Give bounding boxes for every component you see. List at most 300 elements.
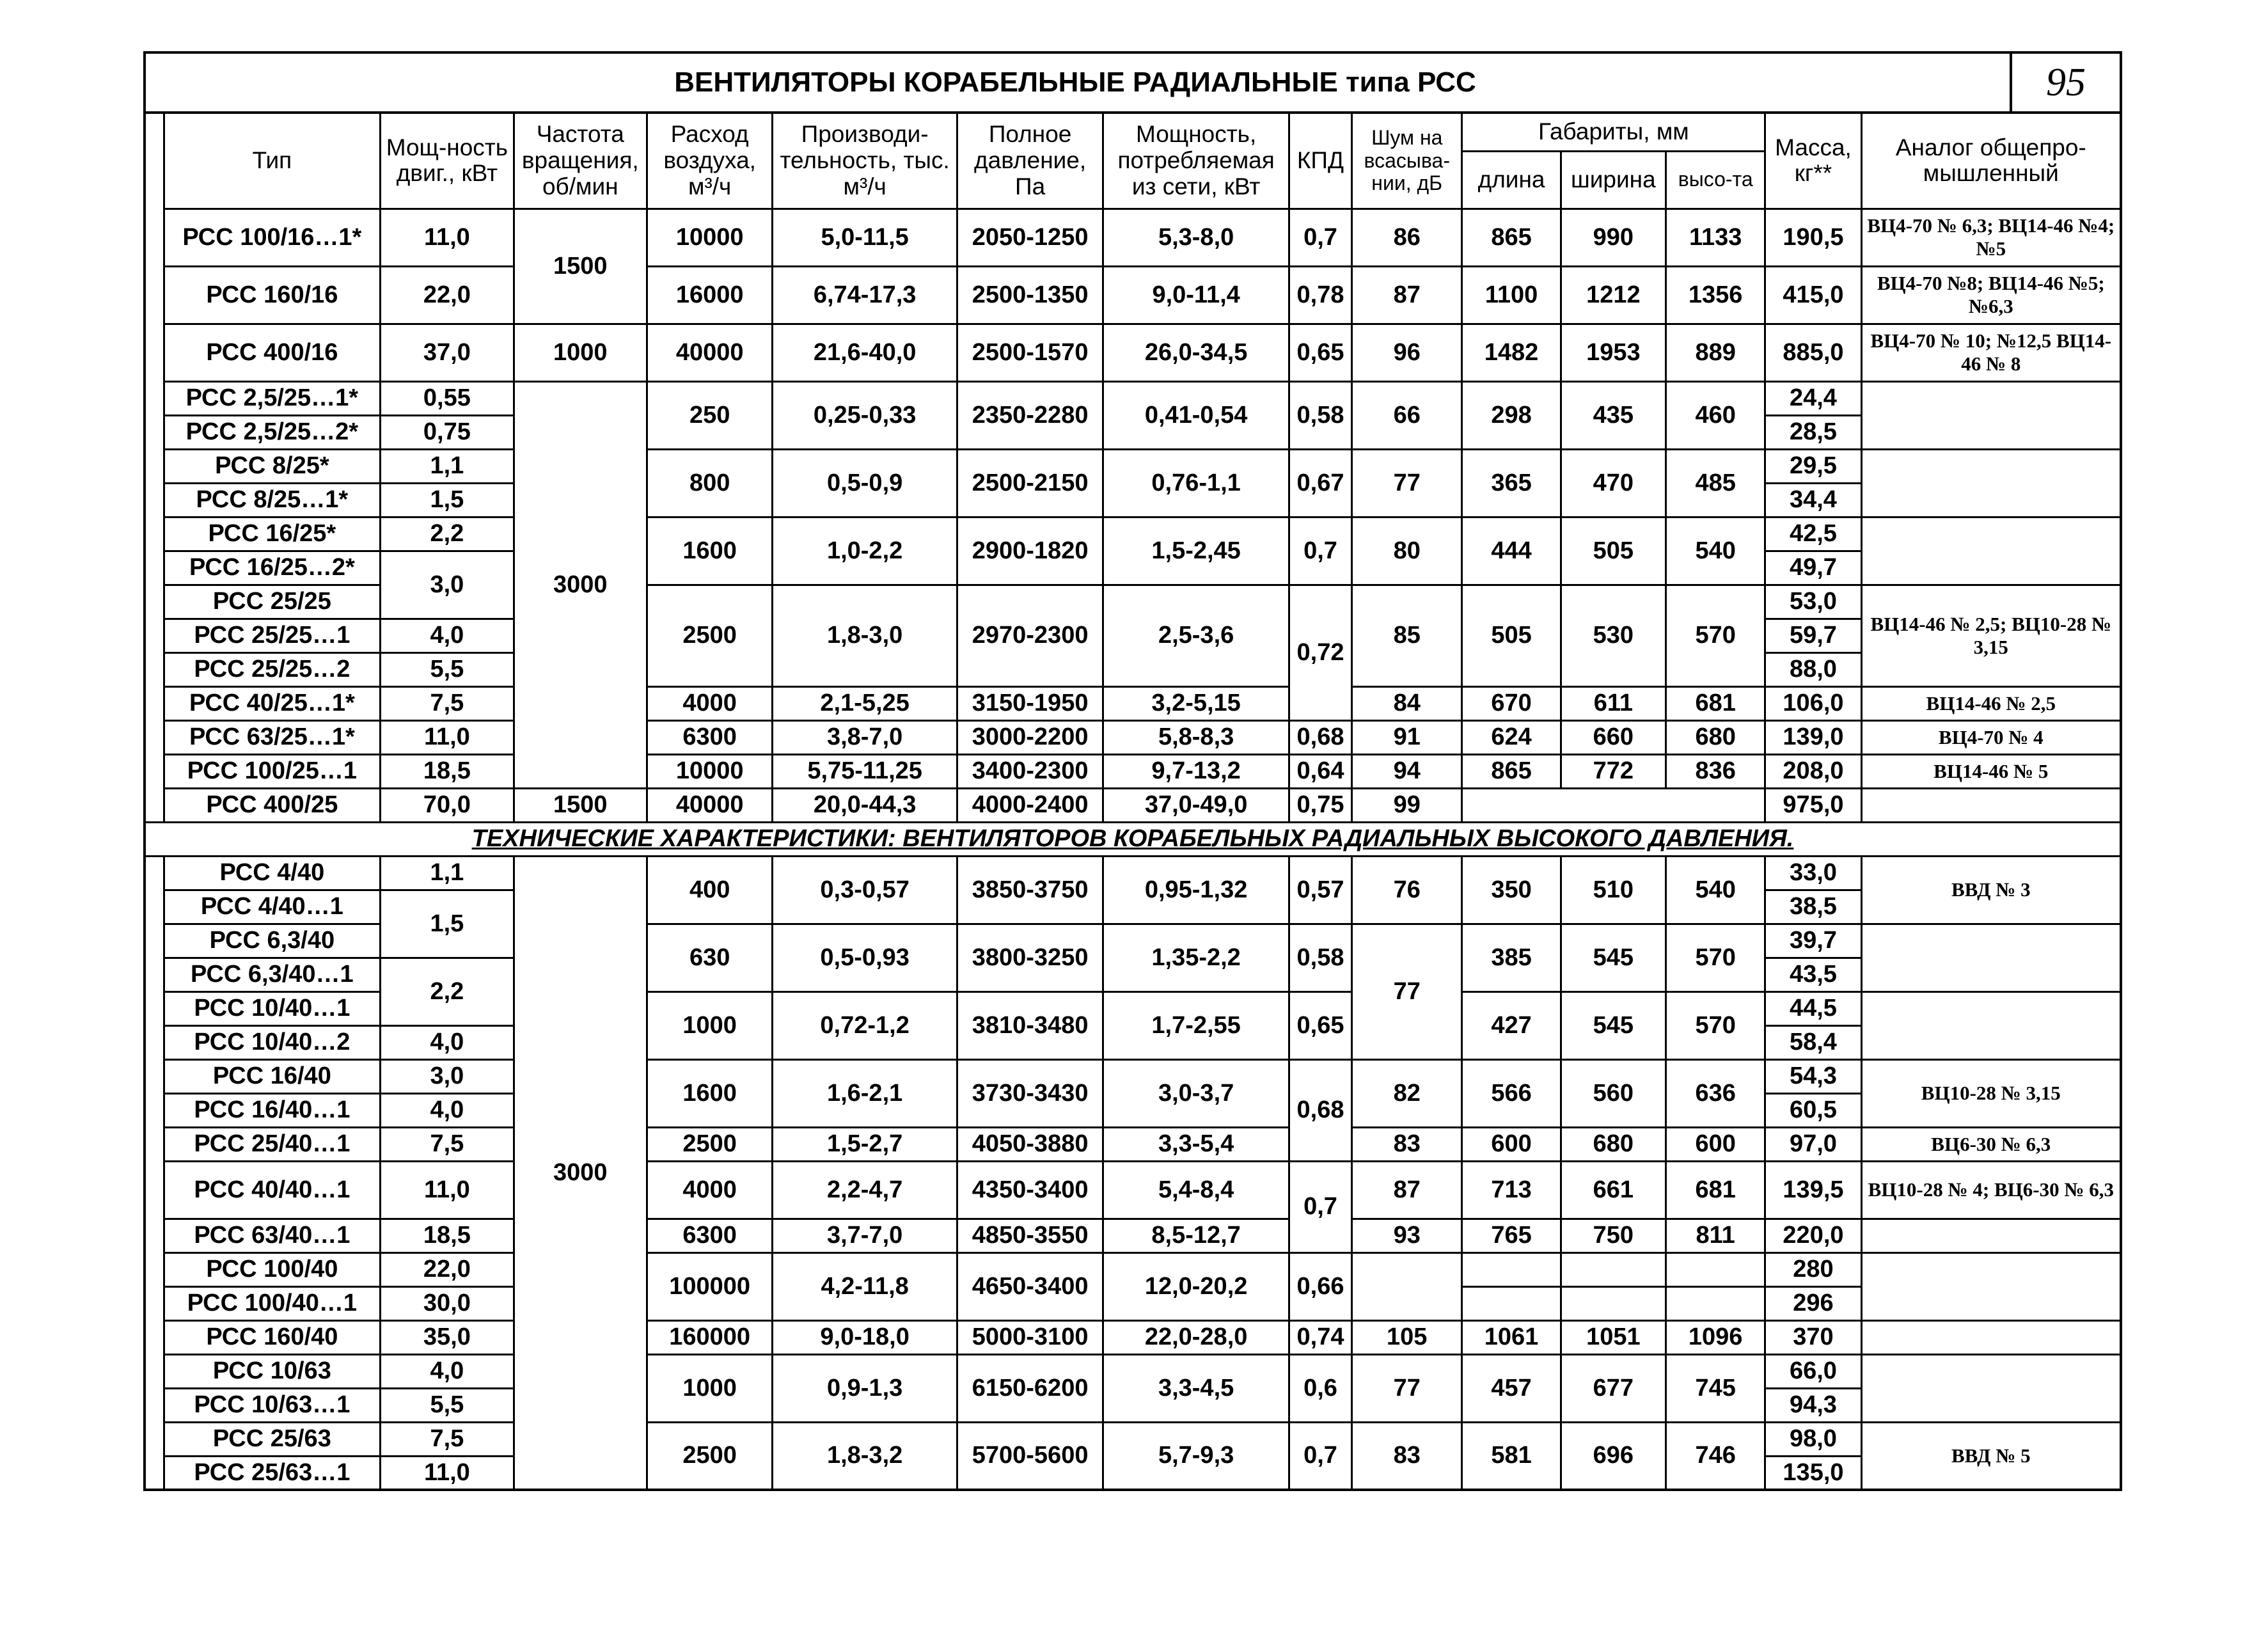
cell-length: 566 bbox=[1462, 1059, 1561, 1127]
cell-flow: 10000 bbox=[647, 754, 772, 788]
cell-flow: 6300 bbox=[647, 720, 772, 754]
cell-analog: ВЦ10-28 № 4; ВЦ6-30 № 6,3 bbox=[1861, 1161, 2121, 1219]
cell-type: РСС 25/63…1 bbox=[164, 1456, 381, 1490]
table-row bbox=[145, 1422, 2121, 1456]
cell-type: РСС 40/25…1* bbox=[164, 686, 381, 720]
cell-consumption: 3,2-5,15 bbox=[1103, 686, 1289, 720]
cell-pressure: 6150-6200 bbox=[957, 1354, 1103, 1422]
cell-capacity: 5,0-11,5 bbox=[773, 209, 957, 266]
cell-noise: 66 bbox=[1352, 381, 1462, 449]
cell-type: РСС 6,3/40 bbox=[164, 924, 381, 958]
cell-consumption: 5,8-8,3 bbox=[1103, 720, 1289, 754]
cell-efficiency: 0,7 bbox=[1289, 209, 1351, 266]
cell-length: 581 bbox=[1462, 1422, 1561, 1490]
header-width: ширина bbox=[1561, 151, 1666, 209]
cell-height: 460 bbox=[1666, 381, 1765, 449]
cell-power: 4,0 bbox=[381, 1093, 514, 1127]
cell-analog bbox=[1861, 788, 2121, 822]
cell-width bbox=[1561, 1252, 1666, 1286]
cell-type: РСС 10/40…1 bbox=[164, 991, 381, 1025]
table-row bbox=[145, 754, 2121, 788]
cell-consumption: 12,0-20,2 bbox=[1103, 1252, 1289, 1320]
cell-consumption: 2,5-3,6 bbox=[1103, 585, 1289, 686]
cell-noise: 83 bbox=[1352, 1127, 1462, 1161]
cell-pressure: 3000-2200 bbox=[957, 720, 1103, 754]
cell-power: 1,1 bbox=[381, 856, 514, 890]
cell-height: 1356 bbox=[1666, 266, 1765, 324]
cell-height: 570 bbox=[1666, 585, 1765, 686]
cell-type: РСС 6,3/40…1 bbox=[164, 958, 381, 991]
cell-pressure: 4650-3400 bbox=[957, 1252, 1103, 1320]
cell-efficiency: 0,58 bbox=[1289, 381, 1351, 449]
cell-type: РСС 16/40 bbox=[164, 1059, 381, 1093]
cell-mass: 49,7 bbox=[1765, 551, 1861, 585]
cell-flow: 250 bbox=[647, 381, 772, 449]
cell-type: РСС 2,5/25…2* bbox=[164, 415, 381, 449]
cell-flow: 800 bbox=[647, 449, 772, 517]
cell-type: РСС 16/40…1 bbox=[164, 1093, 381, 1127]
cell-type: РСС 16/25…2* bbox=[164, 551, 381, 585]
cell-analog: ВЦ4-70 № 6,3; ВЦ14-46 №4; №5 bbox=[1861, 209, 2121, 266]
cell-mass: 38,5 bbox=[1765, 890, 1861, 924]
cell-height: 836 bbox=[1666, 754, 1765, 788]
header-type: Тип bbox=[164, 113, 381, 209]
cell-capacity: 1,8-3,2 bbox=[773, 1422, 957, 1490]
cell-mass: 44,5 bbox=[1765, 991, 1861, 1025]
cell-mass: 370 bbox=[1765, 1320, 1861, 1354]
cell-flow: 100000 bbox=[647, 1252, 772, 1320]
cell-height: 570 bbox=[1666, 924, 1765, 991]
cell-mass: 106,0 bbox=[1765, 686, 1861, 720]
cell-length: 713 bbox=[1462, 1161, 1561, 1219]
cell-pressure: 4850-3550 bbox=[957, 1219, 1103, 1252]
cell-mass: 280 bbox=[1765, 1252, 1861, 1286]
cell-type: РСС 100/40…1 bbox=[164, 1286, 381, 1320]
cell-type: РСС 100/40 bbox=[164, 1252, 381, 1286]
cell-pressure: 2050-1250 bbox=[957, 209, 1103, 266]
cell-width: 1051 bbox=[1561, 1320, 1666, 1354]
table-row bbox=[145, 449, 2121, 483]
cell-pressure: 2500-1570 bbox=[957, 324, 1103, 381]
cell-length: 457 bbox=[1462, 1354, 1561, 1422]
table-row bbox=[145, 266, 2121, 324]
cell-capacity: 6,74-17,3 bbox=[773, 266, 957, 324]
cell-type: РСС 8/25* bbox=[164, 449, 381, 483]
cell-mass: 66,0 bbox=[1765, 1354, 1861, 1388]
cell-pressure: 5700-5600 bbox=[957, 1422, 1103, 1490]
cell-type: РСС 63/25…1* bbox=[164, 720, 381, 754]
cell-consumption: 3,3-4,5 bbox=[1103, 1354, 1289, 1422]
cell-flow: 1000 bbox=[647, 991, 772, 1059]
cell-consumption: 5,7-9,3 bbox=[1103, 1422, 1289, 1490]
cell-power: 22,0 bbox=[381, 266, 514, 324]
cell-capacity: 0,3-0,57 bbox=[773, 856, 957, 924]
cell-type: РСС 16/25* bbox=[164, 517, 381, 551]
cell-efficiency: 0,64 bbox=[1289, 754, 1351, 788]
table-row bbox=[145, 1252, 2121, 1286]
cell-analog bbox=[1861, 1354, 2121, 1422]
cell-height: 681 bbox=[1666, 1161, 1765, 1219]
cell-type: РСС 160/16 bbox=[164, 266, 381, 324]
cell-mass: 34,4 bbox=[1765, 483, 1861, 517]
cell-efficiency: 0,66 bbox=[1289, 1252, 1351, 1320]
cell-pressure: 2970-2300 bbox=[957, 585, 1103, 686]
fan-spec-table bbox=[143, 111, 2122, 1491]
cell-length: 385 bbox=[1462, 924, 1561, 991]
cell-analog: ВВД № 5 bbox=[1861, 1422, 2121, 1490]
cell-power: 0,55 bbox=[381, 381, 514, 415]
cell-mass: 296 bbox=[1765, 1286, 1861, 1320]
cell-efficiency: 0,6 bbox=[1289, 1354, 1351, 1422]
cell-capacity: 5,75-11,25 bbox=[773, 754, 957, 788]
cell-type: РСС 40/40…1 bbox=[164, 1161, 381, 1219]
cell-width: 560 bbox=[1561, 1059, 1666, 1127]
stub-cell bbox=[145, 209, 164, 822]
cell-noise bbox=[1352, 1252, 1462, 1320]
cell-length: 865 bbox=[1462, 209, 1561, 266]
cell-width: 505 bbox=[1561, 517, 1666, 585]
cell-efficiency: 0,68 bbox=[1289, 1059, 1351, 1161]
cell-height: 636 bbox=[1666, 1059, 1765, 1127]
table-row bbox=[145, 209, 2121, 266]
cell-mass: 208,0 bbox=[1765, 754, 1861, 788]
cell-capacity: 1,8-3,0 bbox=[773, 585, 957, 686]
header-consumption: Мощность, потребляемая из сети, кВт bbox=[1103, 113, 1289, 209]
cell-pressure: 4050-3880 bbox=[957, 1127, 1103, 1161]
cell-power: 37,0 bbox=[381, 324, 514, 381]
cell-height: 540 bbox=[1666, 517, 1765, 585]
cell-mass: 42,5 bbox=[1765, 517, 1861, 551]
cell-mass: 415,0 bbox=[1765, 266, 1861, 324]
cell-width: 661 bbox=[1561, 1161, 1666, 1219]
header-height: высо-та bbox=[1666, 151, 1765, 209]
cell-efficiency: 0,67 bbox=[1289, 449, 1351, 517]
cell-consumption: 8,5-12,7 bbox=[1103, 1219, 1289, 1252]
title-bar bbox=[143, 51, 2122, 111]
cell-pressure: 3810-3480 bbox=[957, 991, 1103, 1059]
cell-type: РСС 10/63 bbox=[164, 1354, 381, 1388]
cell-noise: 91 bbox=[1352, 720, 1462, 754]
cell-power: 2,2 bbox=[381, 958, 514, 1025]
cell-noise: 84 bbox=[1352, 686, 1462, 720]
cell-flow: 2500 bbox=[647, 585, 772, 686]
cell-length bbox=[1462, 1252, 1561, 1286]
cell-power: 22,0 bbox=[381, 1252, 514, 1286]
cell-efficiency: 0,7 bbox=[1289, 517, 1351, 585]
cell-analog: ВЦ6-30 № 6,3 bbox=[1861, 1127, 2121, 1161]
cell-analog: ВЦ4-70 № 10; №12,5 ВЦ14-46 № 8 bbox=[1861, 324, 2121, 381]
cell-consumption: 5,4-8,4 bbox=[1103, 1161, 1289, 1219]
cell-noise: 82 bbox=[1352, 1059, 1462, 1127]
cell-type: РСС 10/40…2 bbox=[164, 1025, 381, 1059]
section-title: ТЕХНИЧЕСКИЕ ХАРАКТЕРИСТИКИ: ВЕНТИЛЯТОРОВ КОРАБЕЛЬНЫХ РАДИАЛЬНЫХ ВЫСОКОГО ДАВЛЕНИЯ. bbox=[145, 822, 2121, 856]
table-row bbox=[145, 1219, 2121, 1252]
cell-analog bbox=[1861, 381, 2121, 449]
cell-type: РСС 25/25…2 bbox=[164, 652, 381, 686]
header-flow: Расход воздуха, м³/ч bbox=[647, 113, 772, 209]
cell-analog bbox=[1861, 991, 2121, 1059]
cell-mass: 975,0 bbox=[1765, 788, 1861, 822]
cell-type: РСС 25/25…1 bbox=[164, 619, 381, 652]
cell-analog: ВЦ4-70 № 4 bbox=[1861, 720, 2121, 754]
cell-flow: 6300 bbox=[647, 1219, 772, 1252]
cell-flow: 400 bbox=[647, 856, 772, 924]
cell-rpm: 3000 bbox=[514, 856, 647, 1490]
document-sheet bbox=[143, 51, 2122, 1491]
cell-mass: 97,0 bbox=[1765, 1127, 1861, 1161]
cell-capacity: 9,0-18,0 bbox=[773, 1320, 957, 1354]
cell-height: 745 bbox=[1666, 1354, 1765, 1422]
cell-analog bbox=[1861, 1252, 2121, 1320]
cell-length: 427 bbox=[1462, 991, 1561, 1059]
cell-consumption: 1,7-2,55 bbox=[1103, 991, 1289, 1059]
cell-mass: 24,4 bbox=[1765, 381, 1861, 415]
cell-mass: 135,0 bbox=[1765, 1456, 1861, 1490]
cell-mass: 190,5 bbox=[1765, 209, 1861, 266]
cell-noise: 77 bbox=[1352, 449, 1462, 517]
cell-flow: 630 bbox=[647, 924, 772, 991]
cell-power: 4,0 bbox=[381, 1354, 514, 1388]
cell-noise: 87 bbox=[1352, 266, 1462, 324]
cell-length: 365 bbox=[1462, 449, 1561, 517]
cell-type: РСС 25/40…1 bbox=[164, 1127, 381, 1161]
cell-pressure: 3150-1950 bbox=[957, 686, 1103, 720]
cell-flow: 2500 bbox=[647, 1127, 772, 1161]
cell-length: 1061 bbox=[1462, 1320, 1561, 1354]
table-row bbox=[145, 1127, 2121, 1161]
cell-rpm: 1500 bbox=[514, 209, 647, 324]
cell-consumption: 3,3-5,4 bbox=[1103, 1127, 1289, 1161]
cell-width: 660 bbox=[1561, 720, 1666, 754]
cell-length: 600 bbox=[1462, 1127, 1561, 1161]
cell-efficiency: 0,68 bbox=[1289, 720, 1351, 754]
section-row bbox=[145, 822, 2121, 856]
cell-pressure: 5000-3100 bbox=[957, 1320, 1103, 1354]
cell-noise: 94 bbox=[1352, 754, 1462, 788]
cell-width: 470 bbox=[1561, 449, 1666, 517]
cell-width: 611 bbox=[1561, 686, 1666, 720]
cell-analog bbox=[1861, 924, 2121, 991]
cell-noise: 96 bbox=[1352, 324, 1462, 381]
cell-length: 298 bbox=[1462, 381, 1561, 449]
cell-width: 1212 bbox=[1561, 266, 1666, 324]
cell-power: 70,0 bbox=[381, 788, 514, 822]
cell-power: 0,75 bbox=[381, 415, 514, 449]
cell-power: 1,1 bbox=[381, 449, 514, 483]
cell-pressure: 4000-2400 bbox=[957, 788, 1103, 822]
cell-type: РСС 25/25 bbox=[164, 585, 381, 619]
cell-capacity: 0,5-0,9 bbox=[773, 449, 957, 517]
cell-noise: 80 bbox=[1352, 517, 1462, 585]
page-number: 95 bbox=[2010, 54, 2120, 111]
cell-consumption: 5,3-8,0 bbox=[1103, 209, 1289, 266]
cell-power: 3,0 bbox=[381, 551, 514, 619]
header-length: длина bbox=[1462, 151, 1561, 209]
cell-power: 30,0 bbox=[381, 1286, 514, 1320]
cell-type: РСС 100/16…1* bbox=[164, 209, 381, 266]
cell-capacity: 2,2-4,7 bbox=[773, 1161, 957, 1219]
cell-height: 889 bbox=[1666, 324, 1765, 381]
header-row bbox=[145, 113, 2121, 151]
cell-efficiency: 0,65 bbox=[1289, 324, 1351, 381]
cell-power: 11,0 bbox=[381, 1161, 514, 1219]
cell-analog: ВЦ10-28 № 3,15 bbox=[1861, 1059, 2121, 1127]
cell-consumption: 1,5-2,45 bbox=[1103, 517, 1289, 585]
cell-power: 7,5 bbox=[381, 1127, 514, 1161]
cell-noise: 77 bbox=[1352, 924, 1462, 1059]
cell-mass: 98,0 bbox=[1765, 1422, 1861, 1456]
cell-capacity: 0,72-1,2 bbox=[773, 991, 957, 1059]
cell-mass: 58,4 bbox=[1765, 1025, 1861, 1059]
table-row bbox=[145, 1161, 2121, 1219]
cell-analog: ВЦ4-70 №8; ВЦ14-46 №5; №6,3 bbox=[1861, 266, 2121, 324]
header-mass: Масса, кг** bbox=[1765, 113, 1861, 209]
cell-efficiency: 0,65 bbox=[1289, 991, 1351, 1059]
cell-consumption: 26,0-34,5 bbox=[1103, 324, 1289, 381]
cell-power: 4,0 bbox=[381, 619, 514, 652]
cell-flow: 1600 bbox=[647, 517, 772, 585]
cell-analog bbox=[1861, 517, 2121, 585]
cell-pressure: 2500-1350 bbox=[957, 266, 1103, 324]
page-title: ВЕНТИЛЯТОРЫ КОРАБЕЛЬНЫЕ РАДИАЛЬНЫЕ типа РСС bbox=[674, 67, 1476, 98]
cell-analog bbox=[1861, 1320, 2121, 1354]
cell-length: 505 bbox=[1462, 585, 1561, 686]
cell-type: РСС 4/40 bbox=[164, 856, 381, 890]
cell-width: 677 bbox=[1561, 1354, 1666, 1422]
cell-height: 680 bbox=[1666, 720, 1765, 754]
cell-width: 990 bbox=[1561, 209, 1666, 266]
header-pressure: Полное давление, Па bbox=[957, 113, 1103, 209]
cell-power: 7,5 bbox=[381, 1422, 514, 1456]
cell-capacity: 4,2-11,8 bbox=[773, 1252, 957, 1320]
cell-analog bbox=[1861, 1219, 2121, 1252]
cell-flow: 4000 bbox=[647, 1161, 772, 1219]
cell-height: 485 bbox=[1666, 449, 1765, 517]
cell-flow: 16000 bbox=[647, 266, 772, 324]
cell-capacity: 0,5-0,93 bbox=[773, 924, 957, 991]
cell-width: 680 bbox=[1561, 1127, 1666, 1161]
cell-capacity: 3,7-7,0 bbox=[773, 1219, 957, 1252]
table-row bbox=[145, 720, 2121, 754]
table-row bbox=[145, 856, 2121, 890]
cell-consumption: 22,0-28,0 bbox=[1103, 1320, 1289, 1354]
cell-power: 11,0 bbox=[381, 209, 514, 266]
cell-height: 746 bbox=[1666, 1422, 1765, 1490]
cell-height: 681 bbox=[1666, 686, 1765, 720]
cell-length: 444 bbox=[1462, 517, 1561, 585]
cell-mass: 139,0 bbox=[1765, 720, 1861, 754]
cell-pressure: 2900-1820 bbox=[957, 517, 1103, 585]
table-row bbox=[145, 1354, 2121, 1388]
cell-consumption: 9,7-13,2 bbox=[1103, 754, 1289, 788]
cell-width: 696 bbox=[1561, 1422, 1666, 1490]
cell-mass: 39,7 bbox=[1765, 924, 1861, 958]
cell-analog: ВЦ14-46 № 5 bbox=[1861, 754, 2121, 788]
cell-type: РСС 100/25…1 bbox=[164, 754, 381, 788]
cell-efficiency: 0,74 bbox=[1289, 1320, 1351, 1354]
cell-capacity: 1,0-2,2 bbox=[773, 517, 957, 585]
cell-noise: 85 bbox=[1352, 585, 1462, 686]
cell-mass: 43,5 bbox=[1765, 958, 1861, 991]
cell-type: РСС 160/40 bbox=[164, 1320, 381, 1354]
cell-dims-empty bbox=[1462, 788, 1765, 822]
cell-analog: ВЦ14-46 № 2,5; ВЦ10-28 № 3,15 bbox=[1861, 585, 2121, 686]
cell-power: 5,5 bbox=[381, 1388, 514, 1422]
cell-flow: 1600 bbox=[647, 1059, 772, 1127]
cell-consumption: 9,0-11,4 bbox=[1103, 266, 1289, 324]
stub-cell bbox=[145, 856, 164, 1490]
cell-type: РСС 63/40…1 bbox=[164, 1219, 381, 1252]
cell-consumption: 0,76-1,1 bbox=[1103, 449, 1289, 517]
cell-rpm: 3000 bbox=[514, 381, 647, 788]
cell-noise: 87 bbox=[1352, 1161, 1462, 1219]
header-analog: Аналог общепро-мышленный bbox=[1861, 113, 2121, 209]
cell-capacity: 2,1-5,25 bbox=[773, 686, 957, 720]
cell-flow: 1000 bbox=[647, 1354, 772, 1422]
cell-width: 510 bbox=[1561, 856, 1666, 924]
cell-width: 1953 bbox=[1561, 324, 1666, 381]
cell-width: 545 bbox=[1561, 924, 1666, 991]
cell-efficiency: 0,7 bbox=[1289, 1422, 1351, 1490]
cell-flow: 10000 bbox=[647, 209, 772, 266]
cell-type: РСС 25/63 bbox=[164, 1422, 381, 1456]
cell-pressure: 3850-3750 bbox=[957, 856, 1103, 924]
cell-efficiency: 0,57 bbox=[1289, 856, 1351, 924]
cell-power: 11,0 bbox=[381, 1456, 514, 1490]
cell-type: РСС 4/40…1 bbox=[164, 890, 381, 924]
cell-length: 765 bbox=[1462, 1219, 1561, 1252]
cell-capacity: 1,5-2,7 bbox=[773, 1127, 957, 1161]
cell-power: 7,5 bbox=[381, 686, 514, 720]
cell-efficiency: 0,58 bbox=[1289, 924, 1351, 991]
cell-length: 670 bbox=[1462, 686, 1561, 720]
table-row bbox=[145, 324, 2121, 381]
cell-type: РСС 400/16 bbox=[164, 324, 381, 381]
cell-height: 600 bbox=[1666, 1127, 1765, 1161]
cell-mass: 885,0 bbox=[1765, 324, 1861, 381]
header-dims: Габариты, мм bbox=[1462, 113, 1765, 151]
cell-flow: 160000 bbox=[647, 1320, 772, 1354]
cell-capacity: 0,9-1,3 bbox=[773, 1354, 957, 1422]
cell-height: 540 bbox=[1666, 856, 1765, 924]
cell-mass: 29,5 bbox=[1765, 449, 1861, 483]
cell-noise: 83 bbox=[1352, 1422, 1462, 1490]
cell-noise: 76 bbox=[1352, 856, 1462, 924]
cell-pressure: 2500-2150 bbox=[957, 449, 1103, 517]
table-row bbox=[145, 686, 2121, 720]
cell-length: 865 bbox=[1462, 754, 1561, 788]
cell-width: 530 bbox=[1561, 585, 1666, 686]
header-power: Мощ-ность двиг., кВт bbox=[381, 113, 514, 209]
cell-type: РСС 8/25…1* bbox=[164, 483, 381, 517]
cell-mass: 139,5 bbox=[1765, 1161, 1861, 1219]
cell-mass: 53,0 bbox=[1765, 585, 1861, 619]
stub-cell bbox=[145, 113, 164, 209]
cell-power: 4,0 bbox=[381, 1025, 514, 1059]
cell-noise: 99 bbox=[1352, 788, 1462, 822]
cell-noise: 105 bbox=[1352, 1320, 1462, 1354]
cell-consumption: 37,0-49,0 bbox=[1103, 788, 1289, 822]
cell-flow: 40000 bbox=[647, 324, 772, 381]
cell-mass: 88,0 bbox=[1765, 652, 1861, 686]
cell-noise: 77 bbox=[1352, 1354, 1462, 1422]
cell-power: 5,5 bbox=[381, 652, 514, 686]
cell-height bbox=[1666, 1252, 1765, 1286]
cell-type: РСС 10/63…1 bbox=[164, 1388, 381, 1422]
header-rpm: Частота вращения, об/мин bbox=[514, 113, 647, 209]
cell-flow: 40000 bbox=[647, 788, 772, 822]
cell-pressure: 4350-3400 bbox=[957, 1161, 1103, 1219]
